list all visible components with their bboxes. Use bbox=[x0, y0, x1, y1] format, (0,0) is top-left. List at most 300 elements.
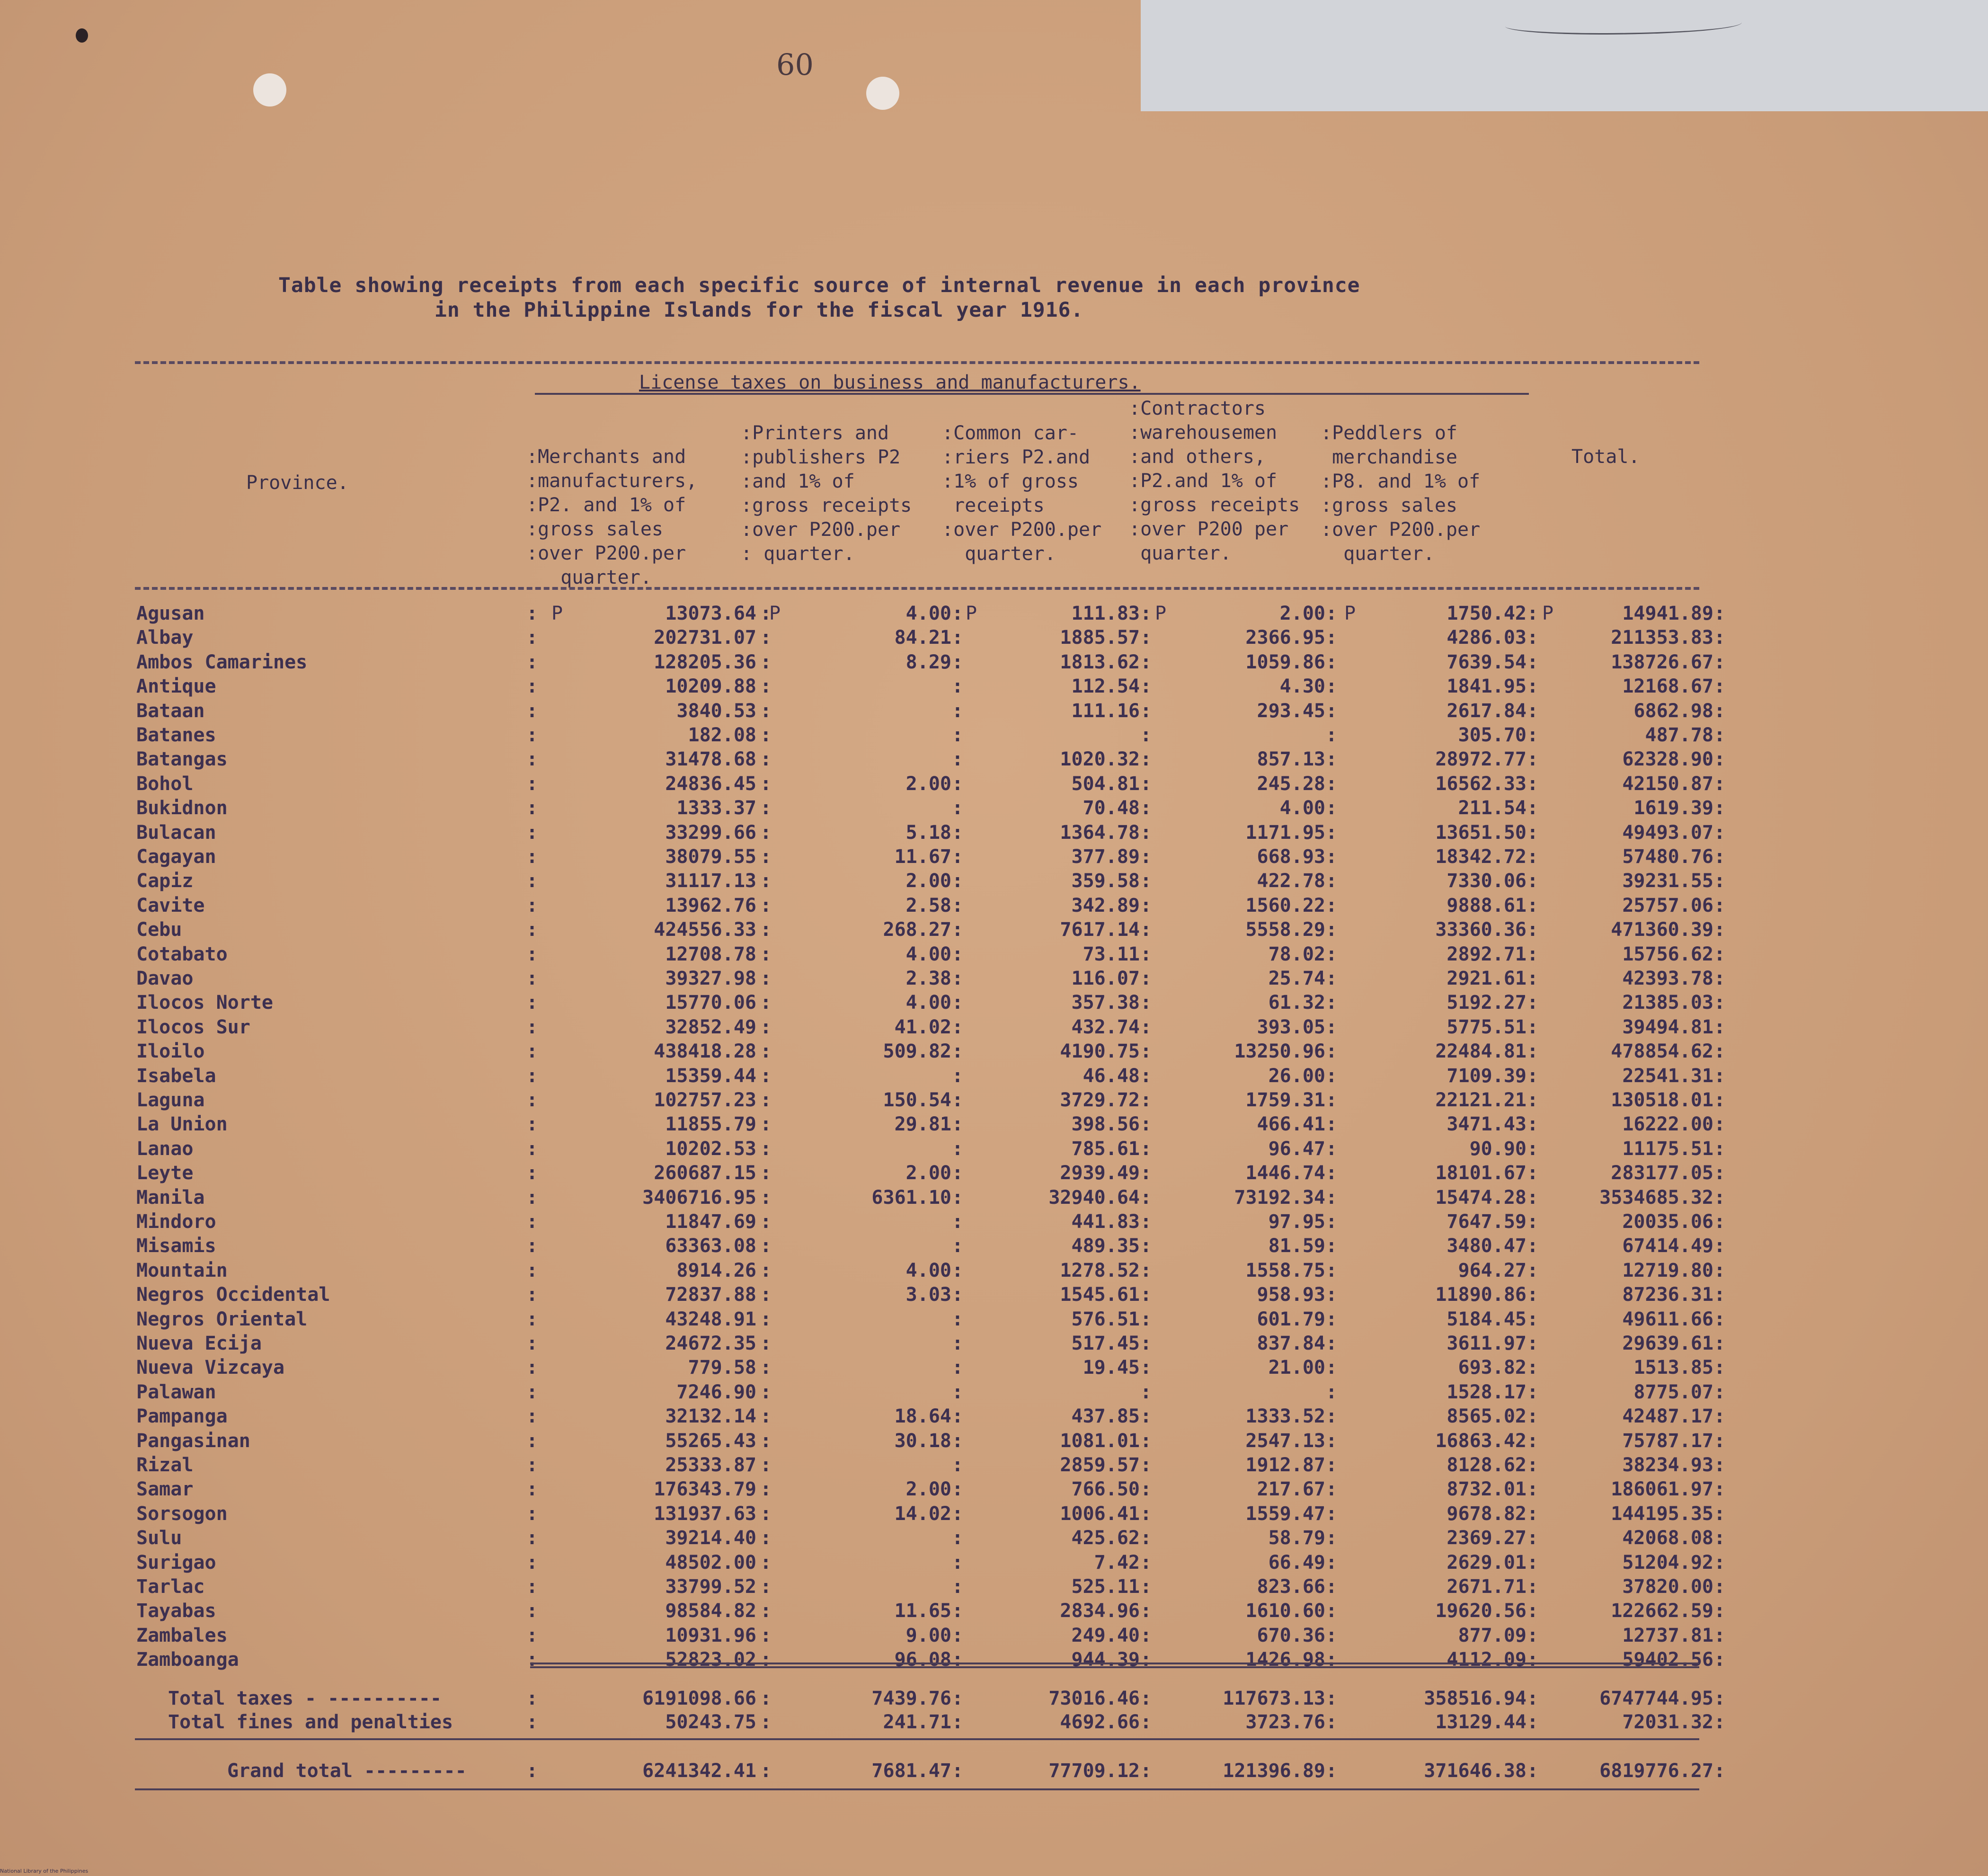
cell-c1: 43248.91 bbox=[665, 1308, 756, 1330]
column-separator: : bbox=[1713, 1600, 1725, 1622]
column-separator: : bbox=[1140, 1357, 1152, 1378]
province-name: Antique bbox=[136, 676, 216, 697]
column-separator: : bbox=[526, 1065, 538, 1087]
column-separator: : bbox=[526, 1711, 538, 1733]
punch-hole-left bbox=[253, 73, 286, 107]
cell-c2: 7439.76 bbox=[871, 1688, 951, 1709]
column-separator: : bbox=[951, 992, 963, 1014]
column-separator: : bbox=[526, 895, 538, 916]
column-separator: : bbox=[760, 1688, 772, 1709]
cell-c3: 944.39 bbox=[1071, 1649, 1140, 1671]
cell-c5: 877.09 bbox=[1458, 1625, 1526, 1646]
province-name: Leyte bbox=[136, 1162, 194, 1184]
cell-c5: 4286.03 bbox=[1447, 627, 1526, 649]
table-row bbox=[0, 1527, 1988, 1551]
cell-c6: 42068.08 bbox=[1622, 1527, 1713, 1549]
column-separator: : bbox=[760, 797, 772, 819]
table-row bbox=[0, 1065, 1988, 1089]
column-separator: : bbox=[1526, 1065, 1538, 1087]
column-separator: : bbox=[1140, 724, 1152, 746]
cell-c2: 2.00 bbox=[905, 1478, 951, 1500]
cell-c4: 217.67 bbox=[1257, 1478, 1325, 1500]
cell-c6: 186061.97 bbox=[1611, 1478, 1713, 1500]
column-separator: : bbox=[1526, 700, 1538, 722]
column-separator: : bbox=[1140, 1405, 1152, 1427]
cell-c3: 785.61 bbox=[1071, 1138, 1140, 1160]
header-common-carriers: :Common car- :riers P2.and :1% of gross receipts :over P200.per quarter. bbox=[942, 422, 1102, 565]
column-separator: : bbox=[1325, 1065, 1337, 1087]
column-separator: : bbox=[1325, 1016, 1337, 1038]
column-separator: : bbox=[951, 1454, 963, 1476]
column-separator: : bbox=[1325, 1357, 1337, 1378]
table-row bbox=[0, 651, 1988, 676]
column-separator: : bbox=[1140, 1040, 1152, 1062]
table-row bbox=[0, 1503, 1988, 1527]
column-separator: : bbox=[760, 992, 772, 1014]
column-separator: : bbox=[951, 968, 963, 989]
column-separator: : bbox=[951, 700, 963, 722]
column-separator: : bbox=[1526, 1478, 1538, 1500]
column-separator: : bbox=[526, 1260, 538, 1281]
cell-c3: 441.83 bbox=[1071, 1211, 1140, 1233]
column-separator: : bbox=[1325, 700, 1337, 722]
province-name: Bataan bbox=[136, 700, 205, 722]
column-separator: : bbox=[1713, 1065, 1725, 1087]
column-separator: : bbox=[760, 1405, 772, 1427]
cell-c6: 1513.85 bbox=[1633, 1357, 1713, 1378]
column-separator: : bbox=[1140, 651, 1152, 673]
cell-c1: 50243.75 bbox=[665, 1711, 756, 1733]
column-separator: : bbox=[1713, 1089, 1725, 1111]
column-separator: : bbox=[1325, 676, 1337, 697]
table-row bbox=[0, 1235, 1988, 1259]
column-separator: : bbox=[1713, 700, 1725, 722]
province-name: Cotabato bbox=[136, 943, 228, 965]
cell-c6: 122662.59 bbox=[1611, 1600, 1713, 1622]
column-separator: : bbox=[951, 1162, 963, 1184]
column-separator: : bbox=[1140, 1688, 1152, 1709]
cell-c1: 24836.45 bbox=[665, 773, 756, 795]
column-separator: : bbox=[1140, 1333, 1152, 1354]
column-separator: : bbox=[1526, 1211, 1538, 1233]
cell-c1: 7246.90 bbox=[676, 1381, 756, 1403]
column-separator: : bbox=[760, 651, 772, 673]
column-separator: : bbox=[1713, 1040, 1725, 1062]
table-row bbox=[0, 603, 1988, 627]
cell-c5: 11890.86 bbox=[1435, 1284, 1526, 1306]
cell-c6: 138726.67 bbox=[1611, 651, 1713, 673]
column-separator: : bbox=[760, 1430, 772, 1452]
province-name: Zamboanga bbox=[136, 1649, 239, 1671]
province-name: Nueva Vizcaya bbox=[136, 1357, 285, 1378]
province-name: Tarlac bbox=[136, 1576, 205, 1598]
column-separator: : bbox=[1140, 1600, 1152, 1622]
column-separator: : bbox=[526, 724, 538, 746]
column-separator: : bbox=[1325, 773, 1337, 795]
column-separator: : bbox=[526, 1308, 538, 1330]
province-name: Davao bbox=[136, 968, 194, 989]
column-separator: : bbox=[760, 1552, 772, 1574]
cell-c6: 130518.01 bbox=[1611, 1089, 1713, 1111]
header-group-label: License taxes on business and manufacturers. bbox=[639, 372, 1141, 393]
cell-c6: 3534685.32 bbox=[1599, 1187, 1713, 1209]
column-separator: : bbox=[1713, 676, 1725, 697]
cell-c4: 958.93 bbox=[1257, 1284, 1325, 1306]
column-separator: : bbox=[1140, 1162, 1152, 1184]
column-separator: : bbox=[1325, 1138, 1337, 1160]
cell-c1: 32852.49 bbox=[665, 1016, 756, 1038]
cell-c6: 12737.81 bbox=[1622, 1625, 1713, 1646]
cell-c1: 25333.87 bbox=[665, 1454, 756, 1476]
cell-c6: 57480.76 bbox=[1622, 846, 1713, 868]
cell-c2: 2.58 bbox=[905, 895, 951, 916]
column-separator: : bbox=[1325, 1711, 1337, 1733]
currency-symbol: P bbox=[769, 603, 781, 624]
column-separator: : bbox=[526, 1625, 538, 1646]
table-row bbox=[0, 748, 1988, 773]
column-separator: : bbox=[526, 1454, 538, 1476]
cell-c4: 4.00 bbox=[1279, 797, 1325, 819]
column-separator: : bbox=[1325, 1649, 1337, 1671]
cell-c4: 97.95 bbox=[1268, 1211, 1325, 1233]
cell-c5: 9888.61 bbox=[1447, 895, 1526, 916]
column-separator: : bbox=[526, 992, 538, 1014]
column-separator: : bbox=[1713, 1430, 1725, 1452]
table-row bbox=[0, 1162, 1988, 1186]
column-separator: : bbox=[951, 1333, 963, 1354]
cell-c5: 33360.36 bbox=[1435, 919, 1526, 941]
province-name: Batangas bbox=[136, 748, 228, 770]
cell-c2: 9.00 bbox=[905, 1625, 951, 1646]
cell-c5: 7639.54 bbox=[1447, 651, 1526, 673]
currency-symbol: P bbox=[966, 603, 977, 624]
cell-c3: 359.58 bbox=[1071, 870, 1140, 892]
column-separator: : bbox=[526, 603, 538, 624]
cell-c1: 10202.53 bbox=[665, 1138, 756, 1160]
column-separator: : bbox=[1713, 1478, 1725, 1500]
cell-c1: 31478.68 bbox=[665, 748, 756, 770]
cell-c3: 70.48 bbox=[1083, 797, 1140, 819]
cell-c1: 33799.52 bbox=[665, 1576, 756, 1598]
cell-c4: 1446.74 bbox=[1245, 1162, 1325, 1184]
cell-c1: 98584.82 bbox=[665, 1600, 756, 1622]
province-name: Iloilo bbox=[136, 1040, 205, 1062]
cell-c6: 12168.67 bbox=[1622, 676, 1713, 697]
column-separator: : bbox=[1140, 1454, 1152, 1476]
province-name: Bohol bbox=[136, 773, 194, 795]
column-separator: : bbox=[1713, 1454, 1725, 1476]
column-separator: : bbox=[1526, 1357, 1538, 1378]
column-separator: : bbox=[1325, 1430, 1337, 1452]
column-separator: : bbox=[526, 1649, 538, 1671]
cell-c4: 1558.75 bbox=[1245, 1260, 1325, 1281]
province-name: Misamis bbox=[136, 1235, 216, 1257]
column-separator: : bbox=[1526, 1381, 1538, 1403]
column-separator: : bbox=[526, 1478, 538, 1500]
column-separator: : bbox=[1526, 1625, 1538, 1646]
cell-c6: 12719.80 bbox=[1622, 1260, 1713, 1281]
column-separator: : bbox=[1713, 651, 1725, 673]
cell-c4: 1333.52 bbox=[1245, 1405, 1325, 1427]
column-separator: : bbox=[1526, 1308, 1538, 1330]
column-separator: : bbox=[951, 1649, 963, 1671]
cell-c3: 1885.57 bbox=[1060, 627, 1140, 649]
column-separator: : bbox=[1325, 1454, 1337, 1476]
header-bottom-rule bbox=[135, 587, 1699, 590]
table-row bbox=[0, 822, 1988, 846]
cell-c4: 78.02 bbox=[1268, 943, 1325, 965]
cell-c4: 66.49 bbox=[1268, 1552, 1325, 1574]
column-separator: : bbox=[1140, 1503, 1152, 1525]
cell-c1: 24672.35 bbox=[665, 1333, 756, 1354]
cell-c3: 525.11 bbox=[1071, 1576, 1140, 1598]
column-separator: : bbox=[951, 1211, 963, 1233]
column-separator: : bbox=[760, 1113, 772, 1135]
column-separator: : bbox=[951, 1527, 963, 1549]
column-separator: : bbox=[1526, 1235, 1538, 1257]
cell-c3: 19.45 bbox=[1083, 1357, 1140, 1378]
column-separator: : bbox=[760, 1211, 772, 1233]
column-separator: : bbox=[1325, 992, 1337, 1014]
column-separator: : bbox=[760, 724, 772, 746]
cell-c1: 33299.66 bbox=[665, 822, 756, 844]
column-separator: : bbox=[951, 895, 963, 916]
column-separator: : bbox=[1140, 968, 1152, 989]
cell-c2: 96.08 bbox=[894, 1649, 951, 1671]
cell-c6: 144195.35 bbox=[1611, 1503, 1713, 1525]
column-separator: : bbox=[760, 1284, 772, 1306]
cell-c3: 1278.52 bbox=[1060, 1260, 1140, 1281]
column-separator: : bbox=[1325, 651, 1337, 673]
cell-c1: 39327.98 bbox=[665, 968, 756, 989]
cell-c2: 4.00 bbox=[905, 992, 951, 1014]
column-separator: : bbox=[1325, 1308, 1337, 1330]
cell-c3: 2859.57 bbox=[1060, 1454, 1140, 1476]
column-separator: : bbox=[526, 773, 538, 795]
cell-c6: 49493.07 bbox=[1622, 822, 1713, 844]
province-name: Negros Oriental bbox=[136, 1308, 308, 1330]
column-separator: : bbox=[1526, 1016, 1538, 1038]
column-separator: : bbox=[951, 1405, 963, 1427]
column-separator: : bbox=[760, 1625, 772, 1646]
cell-c3: 7.42 bbox=[1094, 1552, 1140, 1574]
column-separator: : bbox=[1526, 603, 1538, 624]
column-separator: : bbox=[1526, 1688, 1538, 1709]
column-separator: : bbox=[1713, 1138, 1725, 1160]
cell-c4: 857.13 bbox=[1257, 748, 1325, 770]
column-separator: : bbox=[1325, 724, 1337, 746]
cell-c1: 11847.69 bbox=[665, 1211, 756, 1233]
header-merchants: :Merchants and :manufacturers, :P2. and 1% of :gross sales :over P200.per quarter. bbox=[526, 446, 698, 588]
table-row bbox=[0, 1308, 1988, 1333]
cell-c4: 73192.34 bbox=[1234, 1187, 1325, 1209]
column-separator: : bbox=[760, 676, 772, 697]
column-separator: : bbox=[526, 651, 538, 673]
cell-c2: 2.00 bbox=[905, 773, 951, 795]
table-row bbox=[0, 1478, 1988, 1503]
cell-c5: 16562.33 bbox=[1435, 773, 1526, 795]
column-separator: : bbox=[760, 919, 772, 941]
province-name: Laguna bbox=[136, 1089, 205, 1111]
column-separator: : bbox=[1140, 1187, 1152, 1209]
cell-c3: 73016.46 bbox=[1048, 1688, 1140, 1709]
column-separator: : bbox=[760, 1576, 772, 1598]
column-separator: : bbox=[1140, 773, 1152, 795]
cell-c3: 249.40 bbox=[1071, 1625, 1140, 1646]
column-separator: : bbox=[1140, 1138, 1152, 1160]
column-separator: : bbox=[951, 1187, 963, 1209]
province-name: Surigao bbox=[136, 1552, 216, 1574]
cell-c6: 20035.06 bbox=[1622, 1211, 1713, 1233]
column-separator: : bbox=[1325, 1625, 1337, 1646]
table-row bbox=[0, 1552, 1988, 1576]
column-separator: : bbox=[1325, 1381, 1337, 1403]
cell-c3: 357.38 bbox=[1071, 992, 1140, 1014]
cell-c5: 22484.81 bbox=[1435, 1040, 1526, 1062]
cell-c2: 11.67 bbox=[894, 846, 951, 868]
cell-c4: 121396.89 bbox=[1223, 1760, 1325, 1782]
column-separator: : bbox=[1140, 919, 1152, 941]
cell-c4: 393.05 bbox=[1257, 1016, 1325, 1038]
province-name: Ilocos Norte bbox=[136, 992, 273, 1014]
column-separator: : bbox=[1526, 1649, 1538, 1671]
column-separator: : bbox=[1140, 1235, 1152, 1257]
column-separator: : bbox=[1526, 870, 1538, 892]
cell-c1: 13073.64 bbox=[665, 603, 756, 624]
cell-c3: 1813.62 bbox=[1060, 651, 1140, 673]
column-separator: : bbox=[1140, 870, 1152, 892]
cell-c4: 5558.29 bbox=[1245, 919, 1325, 941]
column-separator: : bbox=[526, 1113, 538, 1135]
column-separator: : bbox=[951, 1308, 963, 1330]
column-separator: : bbox=[760, 1308, 772, 1330]
cell-c6: 478854.62 bbox=[1611, 1040, 1713, 1062]
column-separator: : bbox=[1325, 1527, 1337, 1549]
column-separator: : bbox=[1526, 1405, 1538, 1427]
column-separator: : bbox=[526, 1527, 538, 1549]
cell-c1: 15770.06 bbox=[665, 992, 756, 1014]
group-underline bbox=[535, 393, 1529, 395]
cell-c6: 75787.17 bbox=[1622, 1430, 1713, 1452]
column-separator: : bbox=[1140, 822, 1152, 844]
province-name: Tayabas bbox=[136, 1600, 216, 1622]
column-separator: : bbox=[951, 1357, 963, 1378]
cell-c3: 504.81 bbox=[1071, 773, 1140, 795]
cell-c1: 63363.08 bbox=[665, 1235, 756, 1257]
column-separator: : bbox=[760, 1333, 772, 1354]
column-separator: : bbox=[951, 1016, 963, 1038]
cell-c1: 182.08 bbox=[688, 724, 756, 746]
cell-c3: 73.11 bbox=[1083, 943, 1140, 965]
table-row bbox=[0, 676, 1988, 700]
table-row bbox=[0, 1138, 1988, 1162]
column-separator: : bbox=[1713, 627, 1725, 649]
column-separator: : bbox=[951, 1284, 963, 1306]
column-separator: : bbox=[760, 895, 772, 916]
table-row bbox=[0, 992, 1988, 1016]
cell-c1: 31117.13 bbox=[665, 870, 756, 892]
column-separator: : bbox=[1325, 1503, 1337, 1525]
cell-c2: 241.71 bbox=[883, 1711, 951, 1733]
cell-c3: 4190.75 bbox=[1060, 1040, 1140, 1062]
page-number: 60 bbox=[776, 47, 814, 82]
currency-symbol: P bbox=[1344, 603, 1356, 624]
cell-c5: 7109.39 bbox=[1447, 1065, 1526, 1087]
column-separator: : bbox=[760, 1649, 772, 1671]
column-separator: : bbox=[1325, 1284, 1337, 1306]
cell-c6: 42393.78 bbox=[1622, 968, 1713, 989]
cell-c2: 41.02 bbox=[894, 1016, 951, 1038]
cell-c2: 8.29 bbox=[905, 651, 951, 673]
column-separator: : bbox=[1526, 943, 1538, 965]
cell-c6: 15756.62 bbox=[1622, 943, 1713, 965]
column-separator: : bbox=[1140, 1552, 1152, 1574]
cell-c6: 51204.92 bbox=[1622, 1552, 1713, 1574]
cell-c6: 42150.87 bbox=[1622, 773, 1713, 795]
column-separator: : bbox=[526, 1211, 538, 1233]
column-separator: : bbox=[1713, 1235, 1725, 1257]
province-name: Cagayan bbox=[136, 846, 216, 868]
column-separator: : bbox=[1140, 1760, 1152, 1782]
cell-c3: 4692.66 bbox=[1060, 1711, 1140, 1733]
table-row bbox=[0, 968, 1988, 992]
cell-c4: 1171.95 bbox=[1245, 822, 1325, 844]
column-separator: : bbox=[1713, 797, 1725, 819]
column-separator: : bbox=[1713, 1211, 1725, 1233]
cell-c4: 13250.96 bbox=[1234, 1040, 1325, 1062]
column-separator: : bbox=[1325, 1405, 1337, 1427]
province-name: Manila bbox=[136, 1187, 205, 1209]
column-separator: : bbox=[951, 822, 963, 844]
column-separator: : bbox=[526, 968, 538, 989]
cell-c2: 29.81 bbox=[894, 1113, 951, 1135]
cell-c5: 7330.06 bbox=[1447, 870, 1526, 892]
column-separator: : bbox=[1526, 822, 1538, 844]
column-separator: : bbox=[1325, 1187, 1337, 1209]
cell-c5: 18101.67 bbox=[1435, 1162, 1526, 1184]
province-name: Total taxes - ---------- bbox=[168, 1688, 442, 1709]
column-separator: : bbox=[1526, 1333, 1538, 1354]
province-name: Lanao bbox=[136, 1138, 194, 1160]
column-separator: : bbox=[951, 603, 963, 624]
cell-c6: 22541.31 bbox=[1622, 1065, 1713, 1087]
table-row bbox=[0, 943, 1988, 968]
column-separator: : bbox=[1140, 1260, 1152, 1281]
column-separator: : bbox=[951, 748, 963, 770]
cell-c5: 305.70 bbox=[1458, 724, 1526, 746]
cell-c1: 202731.07 bbox=[654, 627, 756, 649]
province-name: Capiz bbox=[136, 870, 194, 892]
cell-c1: 438418.28 bbox=[654, 1040, 756, 1062]
cell-c4: 25.74 bbox=[1268, 968, 1325, 989]
column-separator: : bbox=[951, 1040, 963, 1062]
column-separator: : bbox=[1325, 627, 1337, 649]
column-separator: : bbox=[1325, 1552, 1337, 1574]
province-name: Mountain bbox=[136, 1260, 228, 1281]
currency-symbol: P bbox=[1542, 603, 1554, 624]
column-separator: : bbox=[760, 1089, 772, 1111]
column-separator: : bbox=[526, 1162, 538, 1184]
province-name: Bukidnon bbox=[136, 797, 228, 819]
column-separator: : bbox=[951, 1478, 963, 1500]
cell-c3: 32940.64 bbox=[1048, 1187, 1140, 1209]
column-separator: : bbox=[951, 1600, 963, 1622]
cell-c5: 19620.56 bbox=[1435, 1600, 1526, 1622]
subtotal-rule-double bbox=[530, 1666, 1699, 1668]
table-row bbox=[0, 1089, 1988, 1113]
column-separator: : bbox=[760, 603, 772, 624]
cell-c5: 358516.94 bbox=[1424, 1688, 1526, 1709]
